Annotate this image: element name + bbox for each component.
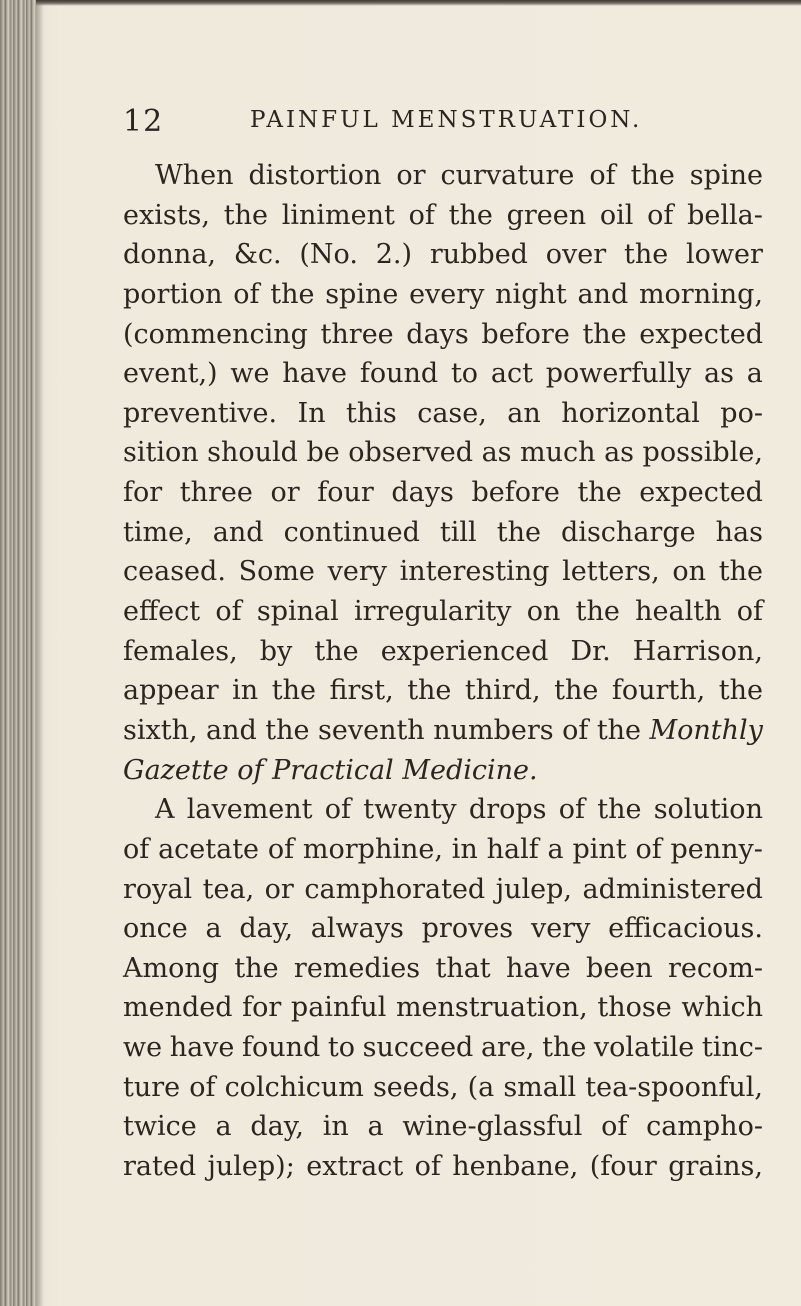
page-top-edge <box>36 0 801 6</box>
text-line: exists, the liniment of the green oil of bella- <box>123 199 763 231</box>
text-line: ceased. Some very interesting letters, on the <box>123 556 763 588</box>
text-line: sition should be observed as much as possible, <box>123 437 763 469</box>
text-line: Gazette of Practical Medicine. <box>123 754 538 786</box>
text-line: sixth, and the seventh numbers of the Monthly <box>123 714 763 746</box>
text-line: ture of colchicum seeds, (a small tea-spoonful, <box>123 1071 763 1103</box>
text-line: females, by the experienced Dr. Harrison, <box>123 635 763 667</box>
gutter-shadow <box>36 0 44 1306</box>
page-number: 12 <box>123 104 164 139</box>
text-line: royal tea, or camphorated julep, administered <box>123 873 763 905</box>
text-line: twice a day, in a wine-glassful of campho- <box>123 1111 763 1143</box>
text-line: we have found to succeed are, the volatile tinc- <box>123 1032 763 1064</box>
text-line: appear in the first, the third, the fourth, the <box>123 675 763 707</box>
running-head: PAINFUL MENSTRUATION. <box>250 107 643 133</box>
text-line: event,) we have found to act powerfully as a <box>123 358 763 390</box>
text-line: rated julep); extract of henbane, (four grains, <box>123 1151 763 1183</box>
text-line: effect of spinal irregularity on the health of <box>123 596 763 628</box>
text-line: donna, &c. (No. 2.) rubbed over the lower <box>123 239 763 271</box>
page-header <box>123 104 763 144</box>
text-line: mended for painful menstruation, those which <box>123 992 763 1024</box>
book-binding-gutter <box>0 0 36 1306</box>
text-line: portion of the spine every night and morning, <box>123 278 763 310</box>
body-text <box>123 156 763 1187</box>
text-line: time, and continued till the discharge has <box>123 516 763 548</box>
text-line: (commencing three days before the expected <box>123 318 763 350</box>
text-line: of acetate of morphine, in half a pint of penny- <box>123 833 763 865</box>
text-line: Among the remedies that have been recom- <box>123 952 763 984</box>
text-line: A lavement of twenty drops of the solution <box>155 794 763 826</box>
text-line: for three or four days before the expected <box>123 477 763 509</box>
text-line: preventive. In this case, an horizontal po- <box>123 397 763 429</box>
text-line: once a day, always proves very efficacious. <box>123 913 763 945</box>
text-line: When distortion or curvature of the spine <box>155 160 763 191</box>
